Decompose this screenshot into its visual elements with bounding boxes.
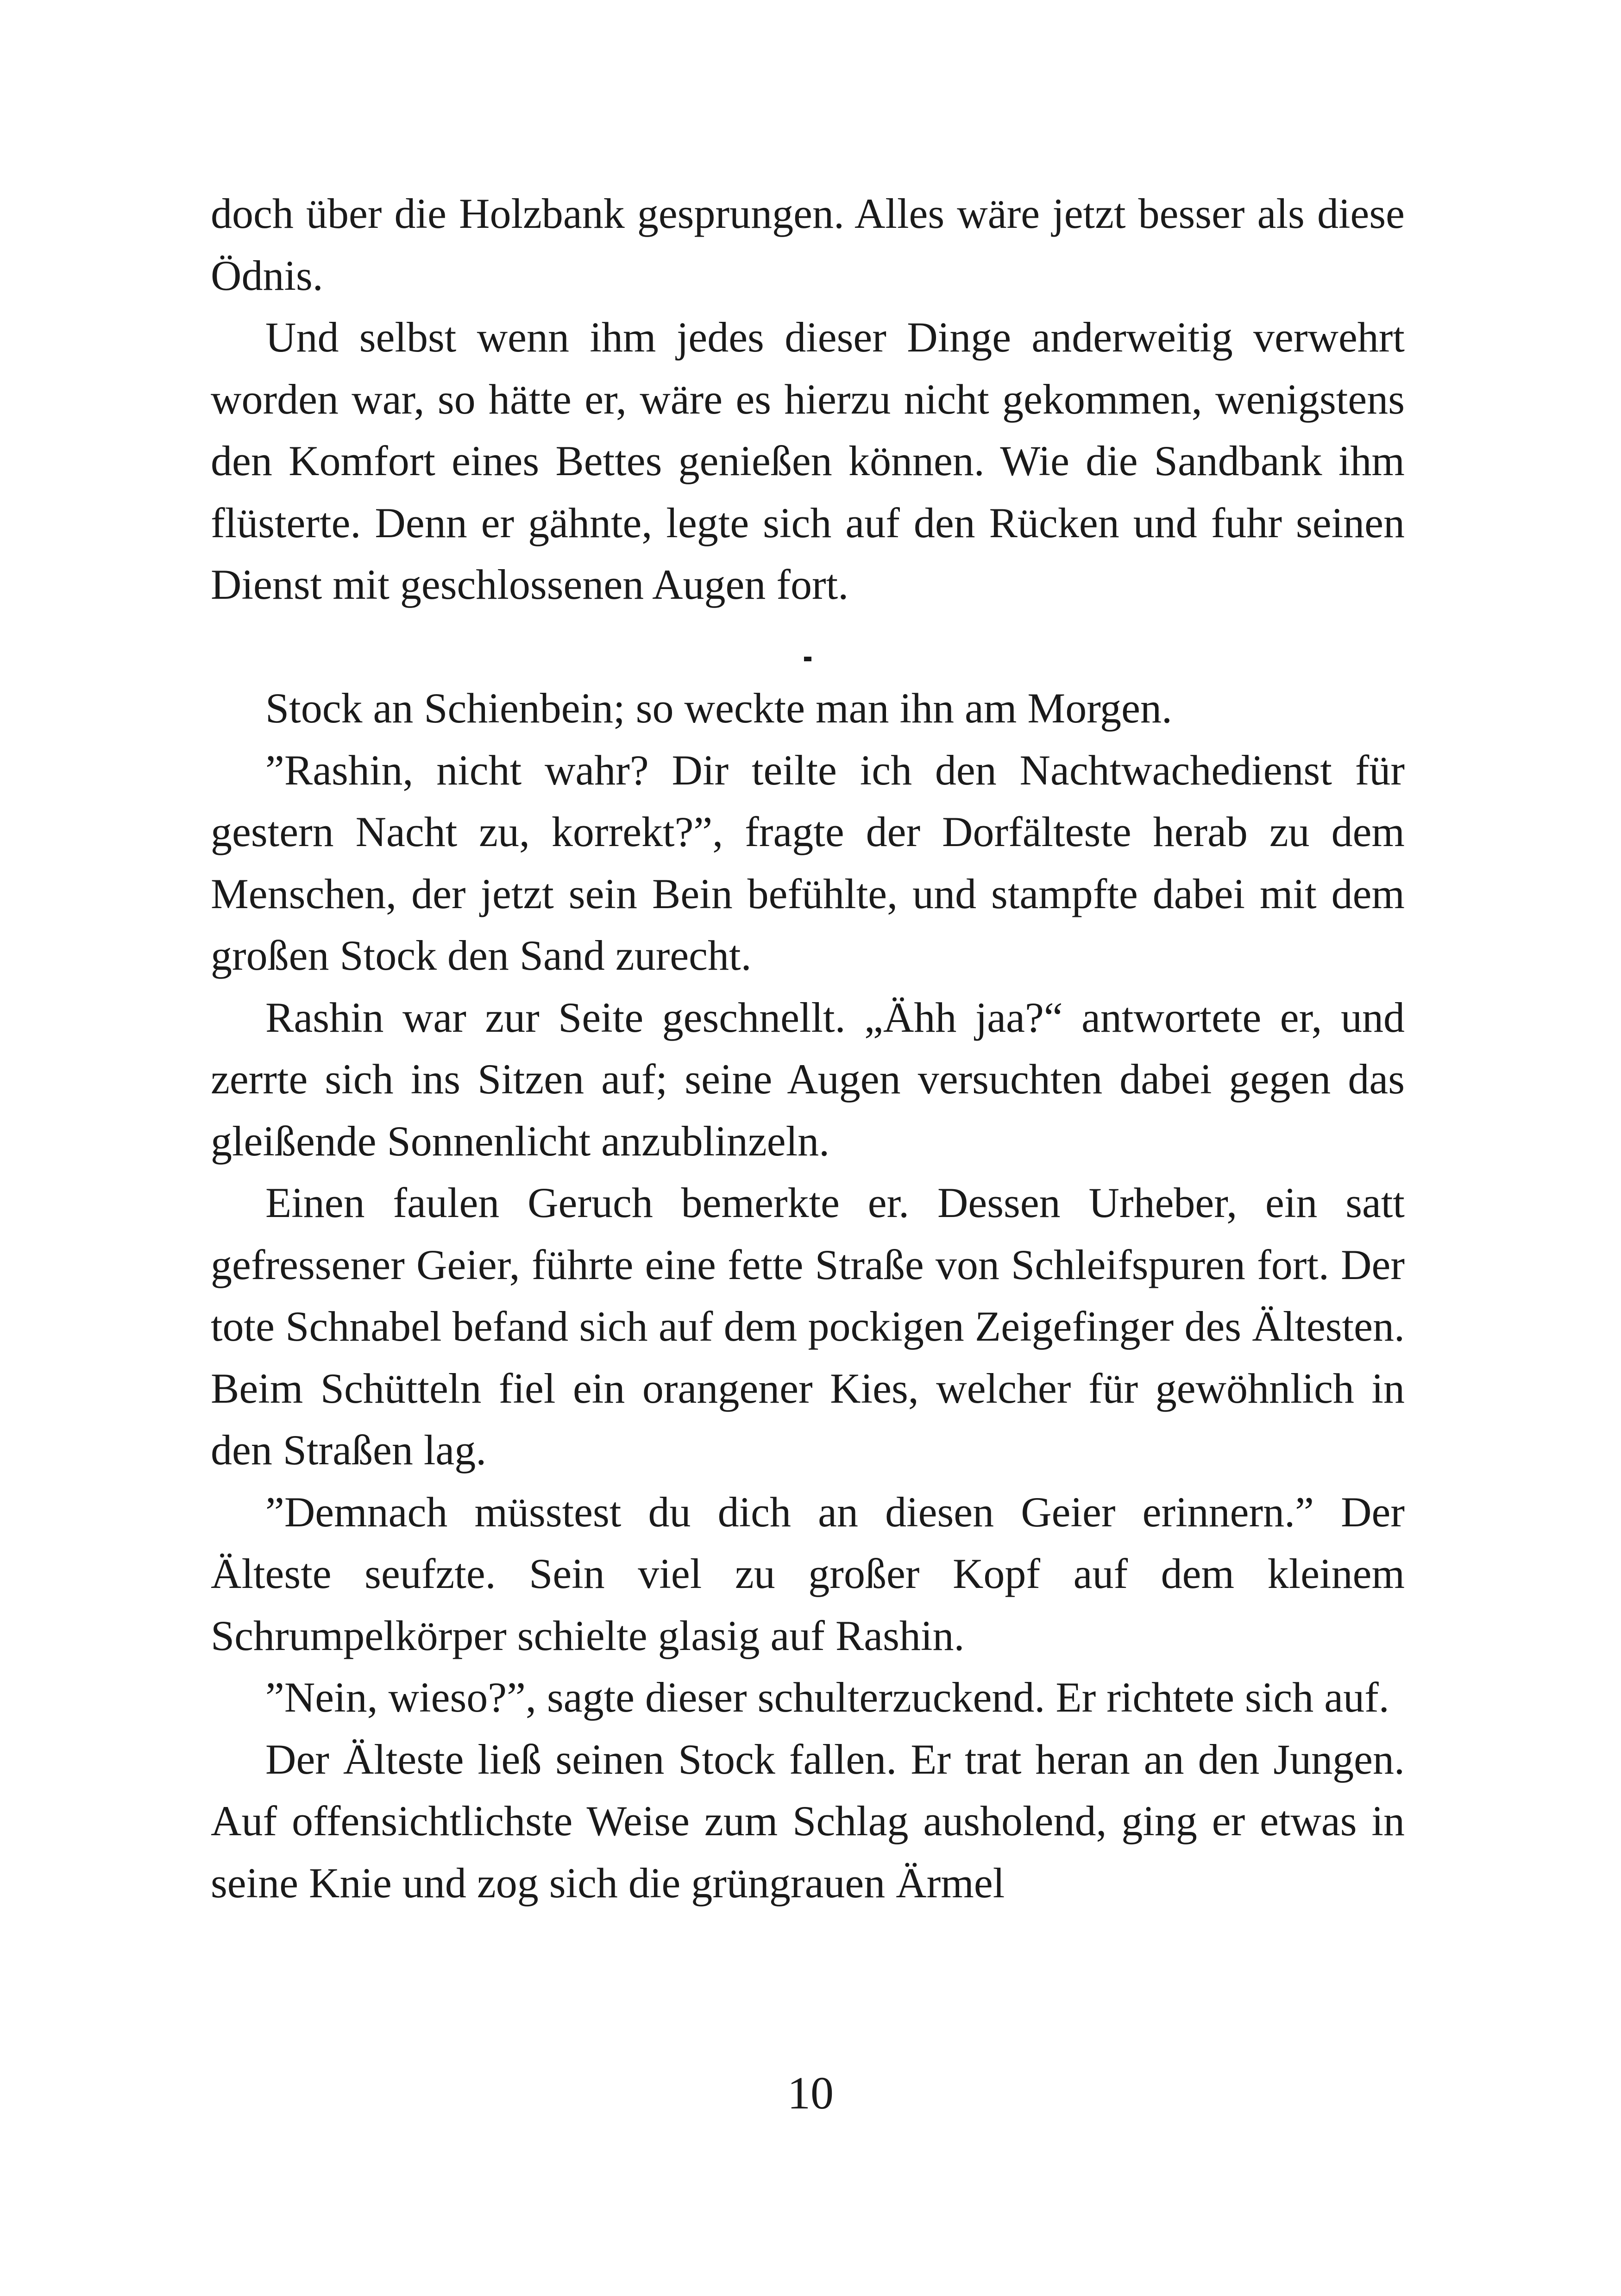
paragraph: Und selbst wenn ihm jedes dieser Dinge anderweitig verwehrt worden war, so hätte er, wäre es hierzu nicht gekommen, wenigstens den Komfort eines Bettes genießen können. Wie die Sandbank ihm flüsterte. Denn er gähnte, legte sich auf den Rücken und fuhr seinen Dienst mit geschlossenen Augen fort. [211,314,1405,608]
paragraph: ”Nein, wieso?”, sagte dieser schulterzuckend. Er richtete sich auf. [265,1674,1389,1721]
scene-break-mark [804,657,811,661]
paragraph: ”Demnach müsstest du dich an diesen Geier erinnern.” Der Älteste seufzte. Sein viel zu großer Kopf auf dem kleinem Schrumpelkörper schielte glasig auf Rashin. [211,1488,1405,1659]
paragraph: Der Älteste ließ seinen Stock fallen. Er trat heran an den Jungen. Auf offensichtlichste Weise zum Schlag ausholend, ging er etwas in seine Knie und zog sich die grüngrauen Ärmel [211,1735,1405,1907]
paragraph: Rashin war zur Seite geschnellt. „Ähh jaa?“ antwortete er, und zerrte sich ins Sitzen auf; seine Augen versuchten dabei gegen das gleißende Sonnenlicht anzublinzeln. [211,993,1405,1165]
paragraph: Einen faulen Geruch bemerkte er. Dessen Urheber, ein satt gefressener Geier, führte eine fette Straße von Schleifspuren fort. Der tote Schnabel befand sich auf dem pockigen Zeigefinger des Ältesten. Beim Schütteln fiel ein orangener Kies, welcher für gewöhnlich in den Straßen lag. [211,1179,1405,1474]
paragraph: Stock an Schienbein; so weckte man ihn am Morgen. [265,684,1173,732]
page-number: 10 [787,2067,834,2119]
paragraph: doch über die Holzbank gesprungen. Alles wäre jetzt besser als diese Ödnis. [211,190,1405,299]
scene-break [211,616,1405,678]
paragraph: ”Rashin, nicht wahr? Dir teilte ich den Nachtwachedienst für gestern Nacht zu, korrekt?”, fragte der Dorfälteste herab zu dem Menschen, der jetzt sein Bein befühlte, und stampfte dabei mit dem großen Stock den Sand zurecht. [211,746,1405,979]
body-text [211,183,1405,1914]
